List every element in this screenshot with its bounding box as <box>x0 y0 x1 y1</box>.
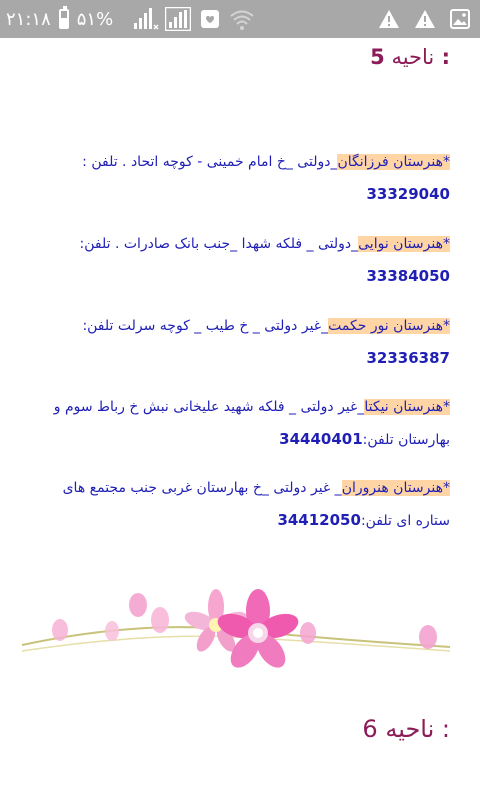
entry-name: هنرستان فرزانگان <box>337 154 443 170</box>
status-left <box>6 0 255 38</box>
list-item <box>24 472 450 537</box>
notification-icon <box>197 7 223 31</box>
signal-group <box>133 7 255 31</box>
entry-detail: _غیر دولتی _ خ طیب _ کوچه سرلت تلفن: <box>82 318 329 334</box>
cell-signal-icon-2 <box>165 7 191 31</box>
entry-detail: _دولتی _خ امام خمینی - کوچه اتحاد . تلفن : <box>82 154 338 170</box>
list-item <box>24 391 450 456</box>
entry-phone[interactable]: 33329040 <box>366 185 450 203</box>
entry-name: هنرستان نیکتا <box>364 399 443 415</box>
school-name <box>337 154 450 170</box>
image-icon <box>450 9 470 29</box>
school-name <box>364 399 450 415</box>
region6-title: ناحیه 6 : <box>362 715 450 743</box>
entry-name: هنرستان نوایی <box>358 236 443 252</box>
region5-number: 5 <box>370 45 385 69</box>
entry-phone[interactable]: 34412050 <box>277 511 361 529</box>
entry-name: هنرستان هنروران <box>341 480 443 496</box>
entry-star: * <box>443 480 450 496</box>
region5-title-text: ناحیه <box>391 45 435 69</box>
school-name <box>328 318 450 334</box>
school-name <box>342 480 450 496</box>
entry-phone[interactable]: 32336387 <box>366 349 450 367</box>
entry-star: * <box>443 236 450 252</box>
list-item <box>24 228 450 293</box>
status-right <box>378 0 470 38</box>
warning-icon-2 <box>414 9 436 29</box>
flower-divider-image <box>20 585 452 695</box>
entry-detail: _ غیر دولتی _خ بهارستان غربی جنب مجتمع های ستاره ای تلفن: <box>62 480 450 529</box>
battery-icon <box>59 9 69 29</box>
status-bar <box>0 0 480 38</box>
entry-star: * <box>443 399 450 415</box>
region5-title <box>370 45 450 69</box>
status-time: ۲۱:۱۸ <box>6 8 51 30</box>
list-item <box>24 310 450 375</box>
battery-percent: ۵۱% <box>76 8 114 30</box>
entry-detail: _غیر دولتی _ فلکه شهید علیخانی نبش خ رباط سوم و بهارستان تلفن: <box>53 399 450 448</box>
region5-colon: : <box>434 45 450 69</box>
wifi-icon <box>229 7 255 31</box>
list-item <box>24 146 450 211</box>
entry-phone[interactable]: 34440401 <box>279 430 363 448</box>
warning-icon <box>378 9 400 29</box>
school-name <box>358 236 450 252</box>
entry-name: هنرستان نور حکمت <box>328 318 443 334</box>
entry-phone[interactable]: 33384050 <box>366 267 450 285</box>
entry-star: * <box>443 318 450 334</box>
entry-detail: _دولتی _ فلکه شهدا _جنب بانک صادرات . تلفن: <box>79 236 359 252</box>
entry-star: * <box>443 154 450 170</box>
cell-signal-icon <box>133 7 159 31</box>
